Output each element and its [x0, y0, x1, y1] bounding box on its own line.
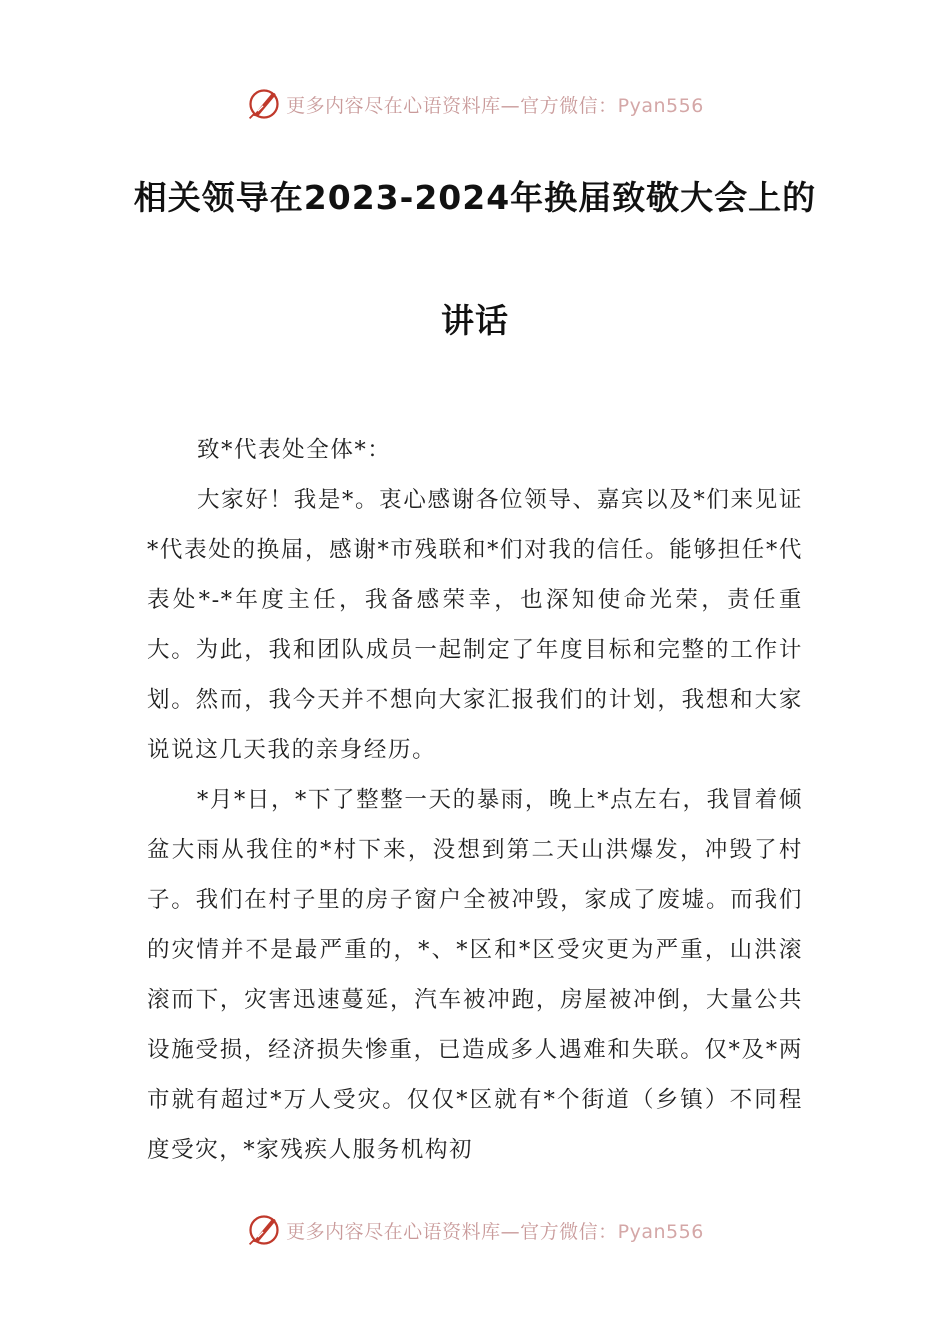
banner-text: 更多内容尽在心语资料库—官方微信：Pyan556 [286, 1220, 704, 1243]
wechat-id: Pyan556 [617, 94, 704, 117]
banner-text: 更多内容尽在心语资料库—官方微信：Pyan556 [286, 94, 704, 117]
document-body [147, 425, 803, 1175]
salutation: 致*代表处全体*： [197, 437, 392, 463]
footer-banner [0, 1210, 950, 1250]
paragraph: 大家好！我是*。衷心感谢各位领导、嘉宾以及*们来见证*代表处的换届，感谢*市残联和*们对我的信任。能够担任*代表处*-*年度主任，我备感荣幸，也深知使命光荣，责任重大。为此，我和团队成员一起制定了年度目标和完整的工作计划。然而，我今天并不想向大家汇报我们的计划，我想和大家说说这几天我的亲身经历。 [147, 487, 803, 763]
quill-pen-icon [246, 1212, 282, 1248]
page-title-line-1: 相关领导在2023-2024年换届致敬大会上的 [133, 178, 817, 217]
page-title-line-2: 讲话 [441, 301, 509, 340]
wechat-id: Pyan556 [617, 1220, 704, 1243]
quill-pen-icon [246, 86, 282, 122]
paragraph: *月*日，*下了整整一天的暴雨，晚上*点左右，我冒着倾盆大雨从我住的*村下来，没想到第二天山洪爆发，冲毁了村子。我们在村子里的房子窗户全被冲毁，家成了废墟。而我们的灾情并不是最严重的，*、*区和*区受灾更为严重，山洪滚滚而下，灾害迅速蔓延，汽车被冲跑，房屋被冲倒，大量公共设施受损，经济损失惨重，已造成多人遇难和失联。仅*及*两市就有超过*万人受灾。仅仅*区就有*个街道（乡镇）不同程度受灾，*家残疾人服务机构初 [147, 787, 803, 1163]
header-banner [0, 84, 950, 124]
